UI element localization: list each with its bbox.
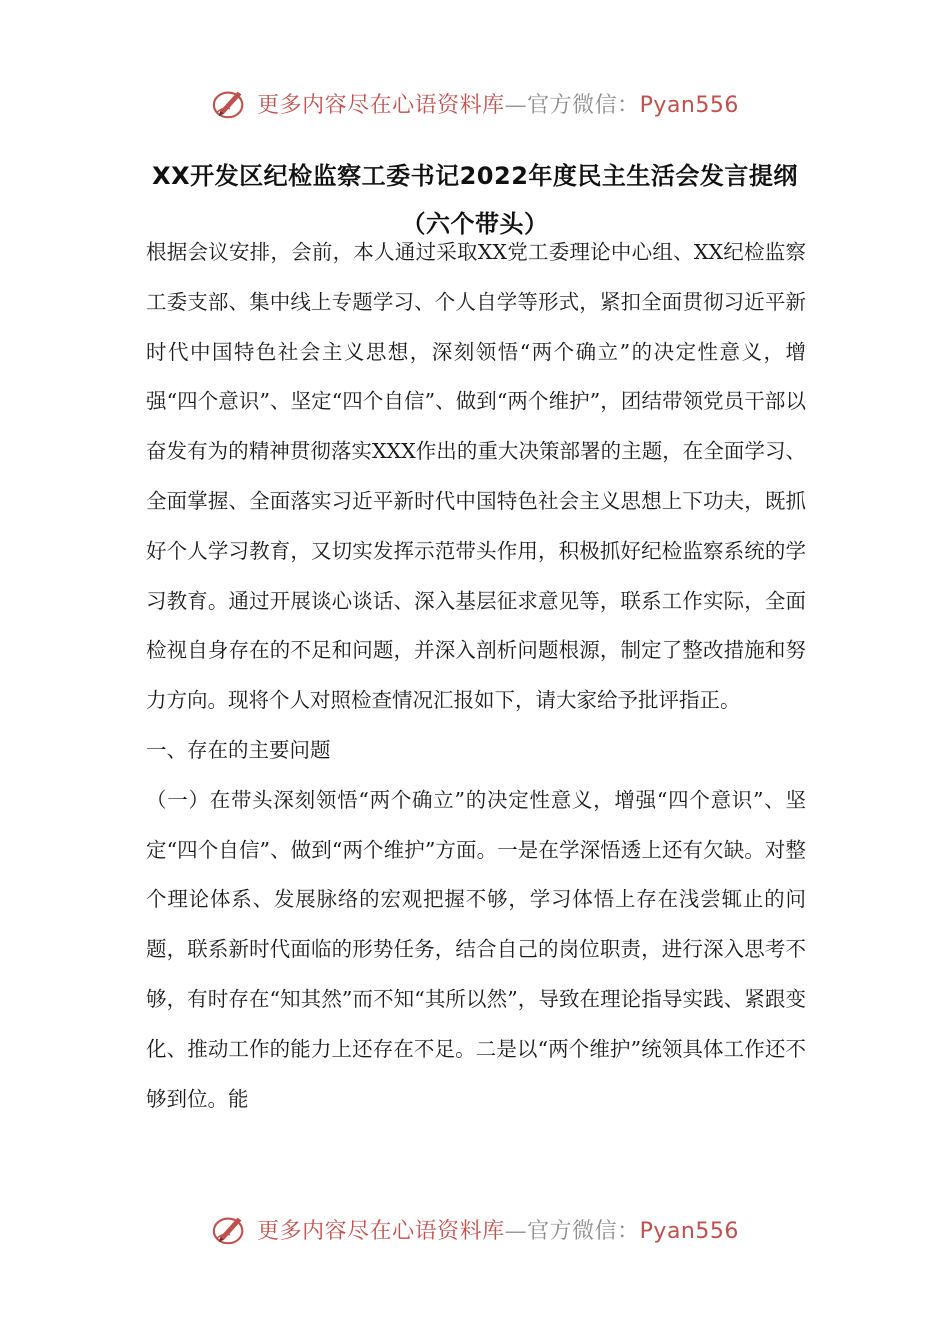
document-body xyxy=(146,228,806,1124)
header-watermark xyxy=(0,78,950,128)
document-subtitle: （六个带头） xyxy=(401,210,549,238)
pen-logo-icon xyxy=(211,1210,249,1248)
footer-watermark xyxy=(0,1204,950,1254)
watermark-text: 更多内容尽在心语资料库—官方微信：Pyan556 xyxy=(257,1218,739,1244)
intro-paragraph: 根据会议安排，会前，本人通过采取XX党工委理论中心组、XX纪检监察工委支部、集中线上专题学习、个人自学等形式，紧扣全面贯彻习近平新时代中国特色社会主义思想，深刻领悟“两个确立”的决定性意义，增强“四个意识”、坚定“四个自信”、做到“两个维护”，团结带领党员干部以奋发有为的精神贯彻落实XXX作出的重大决策部署的主题，在全面学习、全面掌握、全面落实习近平新时代中国特色社会主义思想上下功夫，既抓好个人学习教育，又切实发挥示范带头作用，积极抓好纪检监察系统的学习教育。通过开展谈心谈话、深入基层征求意见等，联系工作实际，全面检视自身存在的不足和问题，并深入剖析问题根源，制定了整改措施和努力方向。现将个人对照检查情况汇报如下，请大家给予批评指正。 xyxy=(146,240,806,713)
item-paragraph: （一）在带头深刻领悟“两个确立”的决定性意义，增强“四个意识”、坚定“四个自信”、做到“两个维护”方面。一是在学深悟透上还有欠缺。对整个理论体系、发展脉络的宏观把握不够，学习体悟上存在浅尝辄止的问题，联系新时代面临的形势任务，结合自己的岗位职责，进行深入思考不够，有时存在“知其然”而不知“其所以然”，导致在理论指导实践、紧跟变化、推动工作的能力上还存在不足。二是以“两个维护”统领具体工作还不够到位。能 xyxy=(146,787,806,1111)
document-title: XX开发区纪检监察工委书记2022年度民主生活会发言提纲 xyxy=(152,162,798,190)
section-heading: 一、存在的主要问题 xyxy=(146,737,331,762)
pen-logo-icon xyxy=(211,84,249,122)
watermark-text: 更多内容尽在心语资料库—官方微信：Pyan556 xyxy=(257,92,739,118)
